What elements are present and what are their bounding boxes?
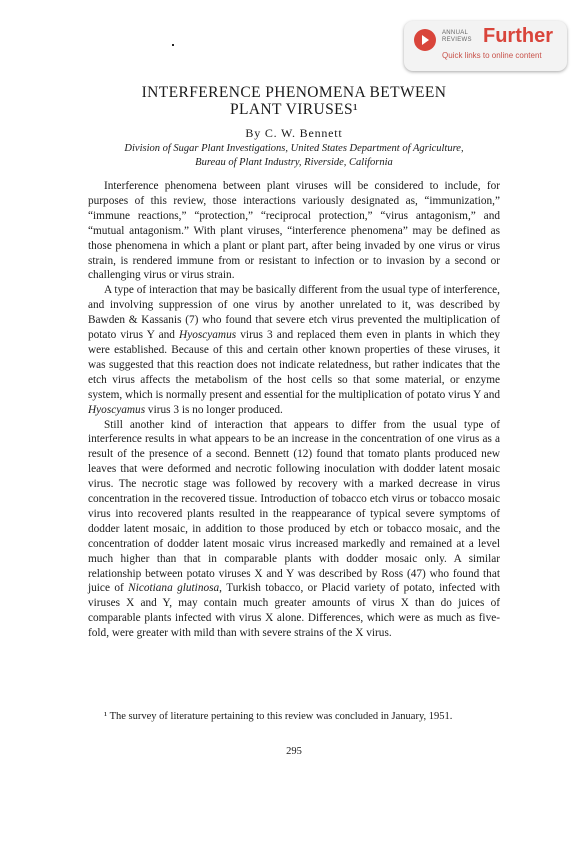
further-badge[interactable]: [404, 21, 567, 71]
affiliation: [0, 142, 588, 170]
title-line-2: PLANT VIRUSES¹: [229, 101, 359, 118]
affiliation-line-2: Bureau of Plant Industry, Riverside, California: [195, 157, 393, 168]
footnote: ¹ The survey of literature pertaining to this review was concluded in January, 1951.: [104, 711, 453, 722]
play-icon: [414, 29, 436, 51]
affiliation-line-1: Division of Sugar Plant Investigations, United States Department of Agriculture,: [124, 143, 464, 154]
paragraph-1: Interference phenomena between plant viruses will be considered to include, for purposes of this review, those interactions variously designated as, “immunization,” “immune reactions,” “protection,” “reciprocal protection,” “virus antagonism,” and “mutual antagonism.” With plant viruses, “interference phenomena” may be defined as those phenomena in which a plant or plant part, after being invaded by one virus or virus strain, is rendered immune from or resistant to infection or to invasion by a second or challenging virus or virus strain.: [88, 180, 500, 282]
page-number: 295: [286, 746, 302, 757]
further-label[interactable]: Further: [483, 25, 553, 47]
title-line-1: INTERFERENCE PHENOMENA BETWEEN: [141, 84, 447, 101]
quick-links-label[interactable]: Quick links to online content: [442, 51, 542, 60]
author: By C. W. Bennett: [245, 126, 343, 140]
article-title: [0, 84, 588, 118]
publisher-label: ANNUAL REVIEWS: [442, 30, 472, 43]
paragraph-3: Still another kind of interaction that appears to differ from the usual type of interference results in what appears to be an increase in the concentration of one virus as a result of the presence of a second. Bennett (12) found that tomato plants produced new leaves that were deformed and necrotic following inoculation with dodder latent mosaic virus. The necrotic stage was followed by recovery with a marked decrease in virus concentration in the recovered tissue. Introduction of tobacco etch virus or tobacco mosaic virus into recovered plants resulted in the reappearance of typical severe symptoms of dodder latent mosaic, in addition to those produced by etch or tobacco mosaic, and the concentration of dodder latent mosaic virus increased markedly and remained at a level much higher than that in comparable plants with dodder mosaic only. A similar relationship between potato viruses X and Y was described by Ross (47) who found that juice of Nicotiana glutinosa, Turkish tobacco, or Placid variety of potato, infected with viruses X and Y, may contain much greater amounts of virus X than do juices of comparable plants infected with virus X alone. Differences, which were as much as five-fold, were greater with mild than with severe strains of the X virus.: [88, 418, 500, 640]
paragraph-2: A type of interaction that may be basically different from the usual type of interference, and involving suppression of one virus by another unrelated to it, was described by Bawden & Kassanis (7) who found that severe etch virus prevented the multiplication of potato virus Y and Hyoscyamus virus 3 and replaced them even in plants in which they were established. Because of this and certain other known properties of these viruses, it was suggested that this reaction does not indicate relatedness, but rather indicates that the etch virus affects the metabolism of the host cells so that some material, or enzyme system, which is normally present and essential for the multiplication of potato virus Y and Hyoscyamus virus 3 is no longer produced.: [88, 284, 501, 416]
article-body: [88, 179, 500, 641]
speck: [172, 44, 174, 46]
